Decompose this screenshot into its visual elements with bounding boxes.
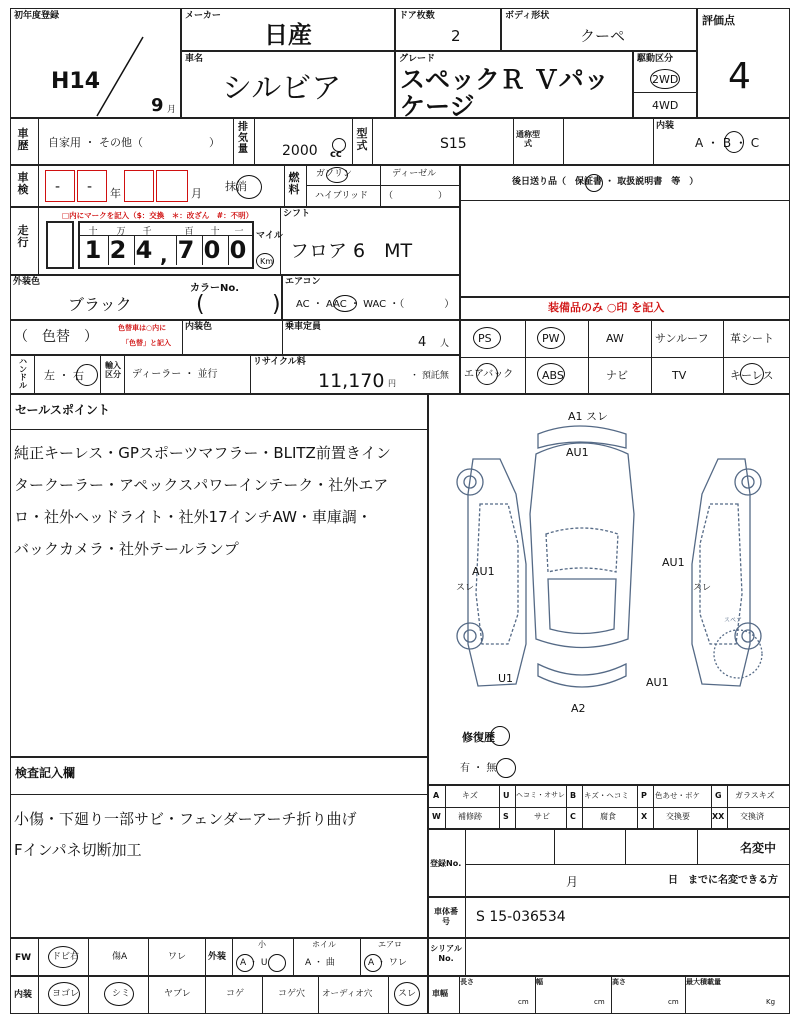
odo-digit: 1 — [84, 236, 102, 264]
km-unit: Km — [260, 257, 274, 266]
drive-label: 駆動区分 — [637, 54, 674, 64]
ext-color-label: 外装色 — [13, 277, 41, 287]
int-item: ヤブレ — [164, 989, 191, 999]
name-change: 名変中 — [740, 841, 777, 855]
inspection-notes-title: 検査記入欄 — [15, 766, 76, 780]
inspection-line: Fインパネ切断加工 — [14, 841, 142, 859]
fuel-gas: ガソリン — [316, 169, 353, 179]
model-name-label: 車名 — [185, 54, 204, 64]
fw-item: ワレ — [168, 952, 187, 962]
odo-digit: 0 — [203, 236, 221, 264]
expired-circle — [236, 175, 262, 199]
legend-code: G — [715, 791, 722, 800]
legend-desc: サビ — [534, 812, 550, 821]
first-reg-year: H14 — [51, 69, 101, 94]
doors-cell — [395, 8, 501, 51]
equip-aw: AW — [606, 332, 624, 345]
score-label: 評価点 — [702, 14, 735, 27]
grade-label: グレード — [399, 54, 436, 64]
mark-au1-hood: AU1 — [566, 446, 589, 459]
legend-desc: 補修跡 — [458, 812, 482, 821]
ext-u-circle — [268, 954, 286, 972]
import-value: ディーラー ・ 並行 — [132, 369, 218, 380]
mark-a1: A1 スレ — [568, 410, 609, 423]
equip-pw: PW — [542, 332, 560, 345]
shift-label: シフト — [283, 209, 311, 219]
equip-navi: ナビ — [606, 369, 628, 382]
mileage-note: □内にマークを記入（$：交換 ＊：改ざん #：不明） — [62, 211, 254, 220]
grade-cell — [395, 51, 633, 121]
equip-leather: 革シート — [730, 332, 774, 345]
unit-label: 万 — [116, 227, 126, 237]
odo-digit: 4 — [135, 236, 153, 264]
mark-sure-right: スレ — [693, 583, 712, 593]
odo-digit: 7 — [177, 236, 195, 264]
interior-grades: A ・ B ・ C — [695, 136, 760, 150]
int-item: コゲ穴 — [278, 989, 306, 999]
legend-code: S — [503, 812, 509, 821]
legend-code: W — [432, 812, 441, 821]
legend-code: X — [641, 812, 648, 821]
score-value: 4 — [728, 56, 751, 97]
equip-tv: TV — [672, 369, 687, 382]
capacity-value: 4 — [418, 335, 427, 350]
int-item: ヨゴレ — [52, 989, 80, 999]
unit-label: 十 — [88, 227, 98, 237]
doors-value: 2 — [451, 27, 461, 45]
sales-line: タークーラー・アペックスパワーインテーク・社外エア — [14, 476, 389, 494]
interior-label: 内装 — [656, 121, 675, 131]
drive-cell — [633, 51, 697, 118]
aero-value: A ・ ワレ — [368, 958, 407, 968]
repaint-note2: 「色替」と記入 — [122, 339, 171, 347]
int-scuff-circle — [394, 982, 420, 1006]
equipment-title: 装備品のみ ○印 を記入 — [548, 301, 665, 314]
legend-desc: ヘコミ・オサレ — [516, 791, 565, 799]
repaint-note1: 色替車は○内に — [118, 324, 167, 332]
doors-label: ドア枚数 — [399, 11, 435, 21]
legend-desc: 交換済 — [740, 812, 764, 821]
equip-keyless: キーレス — [730, 369, 774, 382]
sales-points-title: セールスポイント — [15, 403, 110, 417]
ext-small: 小 — [258, 940, 266, 949]
mileage-mark-box[interactable] — [46, 221, 74, 269]
mark-au1-right: AU1 — [662, 556, 685, 569]
odo-digit: 2 — [109, 236, 127, 264]
airbag-circle — [476, 363, 498, 385]
reg-day-note: 日 までに名変できる方 — [668, 875, 778, 886]
fw-item: 傷A — [112, 952, 128, 962]
fuel-diesel: ディーゼル — [392, 169, 437, 179]
fw-item: ドビ右 — [52, 952, 80, 962]
ext-color-value: ブラック — [68, 295, 132, 314]
score-cell — [697, 8, 790, 118]
equip-sunroof: サンルーフ — [655, 332, 709, 345]
length-label: 長さ — [460, 978, 474, 986]
abs-circle — [537, 363, 565, 385]
insp-month-box1[interactable] — [124, 170, 154, 202]
extras-title: 後日送り品（ 保証書 ・ 取扱説明書 等 ） — [512, 177, 699, 187]
first-reg-month: 9 — [151, 95, 164, 116]
fuel-hybrid: ハイブリッド — [315, 191, 369, 201]
odometer — [78, 221, 254, 269]
legend-code: XX — [712, 812, 725, 821]
inspection-label: 車検 — [17, 171, 29, 196]
mark-au1-rear: AU1 — [646, 676, 669, 689]
load-label: 最大積載量 — [686, 978, 721, 986]
recycle-status: ・ 預託無 — [410, 371, 449, 381]
drive-2wd: 2WD — [652, 73, 679, 86]
displacement-label: 排気量 — [238, 122, 248, 155]
legend-code: U — [503, 791, 510, 800]
odo-digit: 0 — [229, 236, 247, 264]
mark-sure-left: スレ — [456, 583, 475, 593]
equip-abs: ABS — [542, 369, 564, 382]
fuel-label: 燃料 — [288, 171, 300, 196]
ext-small-value: A ・ U — [240, 958, 268, 968]
int-color-label: 内装色 — [185, 322, 213, 332]
aero-label: エアロ — [378, 940, 402, 949]
reg-month-unit: 月 — [566, 875, 579, 889]
body-cell — [501, 8, 697, 51]
body-label: ボディ形状 — [505, 11, 550, 21]
fw-label: FW — [15, 953, 32, 963]
history-value: 自家用 ・ その他（ ） — [48, 136, 220, 149]
legend-desc: 交換要 — [666, 812, 690, 821]
displacement-value: 2000 — [282, 143, 318, 159]
legend-code: B — [570, 791, 577, 800]
registration-label: 登録No. — [430, 859, 462, 868]
legend-code: A — [433, 791, 440, 800]
repair-title: 修復歴 — [462, 731, 495, 744]
interior-b-circle — [724, 131, 744, 153]
fuel-other: （ ） — [384, 191, 448, 201]
body-value: クーペ — [580, 27, 626, 45]
legend-desc: ガラスキズ — [735, 791, 775, 800]
insp-month-box2[interactable] — [156, 170, 188, 202]
recycle-unit: 円 — [388, 379, 396, 388]
color-row — [10, 275, 282, 320]
load-unit: Kg — [766, 998, 776, 1006]
int-stain-circle — [48, 982, 80, 1006]
handle-value: 左 ・ 右 — [44, 369, 84, 382]
aircon-label: エアコン — [285, 277, 321, 287]
recycle-value: 11,170 — [318, 370, 385, 392]
first-registration-cell — [10, 8, 181, 118]
width-unit: cm — [594, 998, 605, 1006]
dims-label: 車幅 — [432, 989, 448, 998]
equip-airbag: エアバック — [464, 369, 514, 380]
common-code-label: 通称型式 — [516, 130, 540, 148]
mark-u1: U1 — [498, 672, 514, 685]
legend-code: C — [570, 812, 576, 821]
displacement-unit: cc — [330, 149, 342, 160]
legend-desc: 色あせ・ボケ — [655, 791, 700, 800]
maker-cell — [181, 8, 395, 51]
serial-label: シリアルNo. — [430, 944, 462, 963]
maker-value: 日産 — [264, 21, 312, 49]
sales-line: 純正キーレス・GPスポーツマフラー・BLITZ前置きイン — [14, 444, 391, 462]
grade-line1: スペックＲ Ｖパッ — [400, 65, 609, 94]
repaint-value: （ 色替 ） — [14, 329, 98, 345]
vin-label: 車体番号 — [434, 907, 458, 926]
handle-label: ハンドル — [19, 357, 27, 390]
aac-circle — [333, 295, 357, 312]
aero-a-circle — [364, 954, 382, 972]
int-item: シミ — [112, 989, 131, 999]
maker-label: メーカー — [185, 11, 221, 21]
int-label: 内装 — [14, 990, 33, 1000]
equip-ps: PS — [478, 332, 492, 345]
first-reg-label: 初年度登録 — [14, 11, 60, 21]
right-handle-circle — [76, 364, 98, 386]
length-unit: cm — [518, 998, 529, 1006]
color-no-label: カラーNo. — [190, 283, 240, 294]
drive-2wd-circle — [650, 69, 680, 89]
height-label: 高さ — [612, 978, 626, 986]
model-code-label: 型式 — [356, 127, 368, 152]
grade-line2: ケージ — [400, 92, 475, 121]
history-label: 車歴 — [17, 127, 29, 152]
shift-value: フロア 6 MT — [290, 240, 413, 262]
width-label: 幅 — [536, 978, 543, 986]
mark-a2: A2 — [571, 702, 586, 715]
model-name-value: シルビア — [222, 71, 342, 106]
insp-month-unit: 月 — [191, 187, 202, 200]
mark-au1-left: AU1 — [472, 565, 495, 578]
car-diagram — [428, 394, 790, 724]
slash-divider — [91, 34, 151, 119]
wheel-value: A ・ 曲 — [305, 958, 335, 968]
inspection-line: 小傷・下廻り一部サビ・フェンダーアーチ折り曲げ — [14, 810, 357, 828]
cc-circle — [332, 138, 346, 152]
dimensions-box — [428, 976, 790, 1014]
insp-expired: 抹消 — [225, 180, 247, 193]
int-spot-circle — [104, 982, 134, 1006]
ps-circle — [473, 327, 501, 349]
vin-value: S 15-036534 — [476, 909, 566, 925]
legend-desc: キズ — [462, 791, 478, 800]
legend-code: P — [641, 791, 647, 800]
odo-comma: , — [160, 243, 168, 267]
int-item: スレ — [398, 989, 417, 999]
registration-box — [428, 829, 790, 897]
height-unit: cm — [668, 998, 679, 1006]
unit-label: 百 — [184, 227, 194, 237]
wheel-label: ホイル — [312, 940, 336, 949]
repair-none-circle — [496, 758, 516, 778]
repair-mark-circle — [490, 726, 510, 746]
unit-label: 千 — [142, 227, 152, 237]
mile-unit: マイル — [256, 231, 283, 241]
legend-desc: 腐食 — [600, 812, 616, 821]
recycle-label: リサイクル料 — [253, 357, 306, 367]
ext-a-circle — [236, 954, 254, 972]
model-name-cell — [181, 51, 395, 118]
warranty-circle — [585, 174, 603, 192]
pw-circle — [537, 327, 565, 349]
month-unit: 月 — [167, 105, 177, 115]
fuel-gas-circle — [326, 167, 348, 183]
ext-label: 外装 — [208, 952, 227, 962]
serial-box — [428, 938, 790, 976]
fw-item-circle — [48, 946, 78, 968]
sales-line: バックカメラ・社外テールランプ — [14, 540, 239, 558]
insp-year-unit: 年 — [110, 187, 121, 200]
int-item: オーディオ穴 — [322, 989, 373, 999]
import-label: 輸入区分 — [105, 361, 121, 379]
km-circle — [256, 253, 274, 269]
mileage-label: 走行 — [17, 224, 29, 249]
int-item: コゲ — [226, 989, 245, 999]
sales-line: ロ・社外ヘッドライト・社外17インチAW・車庫調・ — [14, 508, 372, 526]
legend-desc: キズ・ヘコミ — [584, 791, 629, 800]
capacity-unit: 人 — [440, 339, 450, 349]
drive-4wd: 4WD — [652, 99, 679, 112]
model-code-value: S15 — [440, 136, 467, 152]
unit-label: 十 — [210, 227, 220, 237]
keyless-circle — [740, 363, 764, 385]
aircon-value: AC ・ AAC ・ WAC ・（ ） — [296, 299, 455, 310]
repair-value: 有 ・ 無 — [460, 763, 497, 774]
unit-label: 一 — [234, 227, 244, 237]
spare-label: スペア — [724, 617, 743, 624]
capacity-label: 乗車定員 — [285, 322, 322, 332]
